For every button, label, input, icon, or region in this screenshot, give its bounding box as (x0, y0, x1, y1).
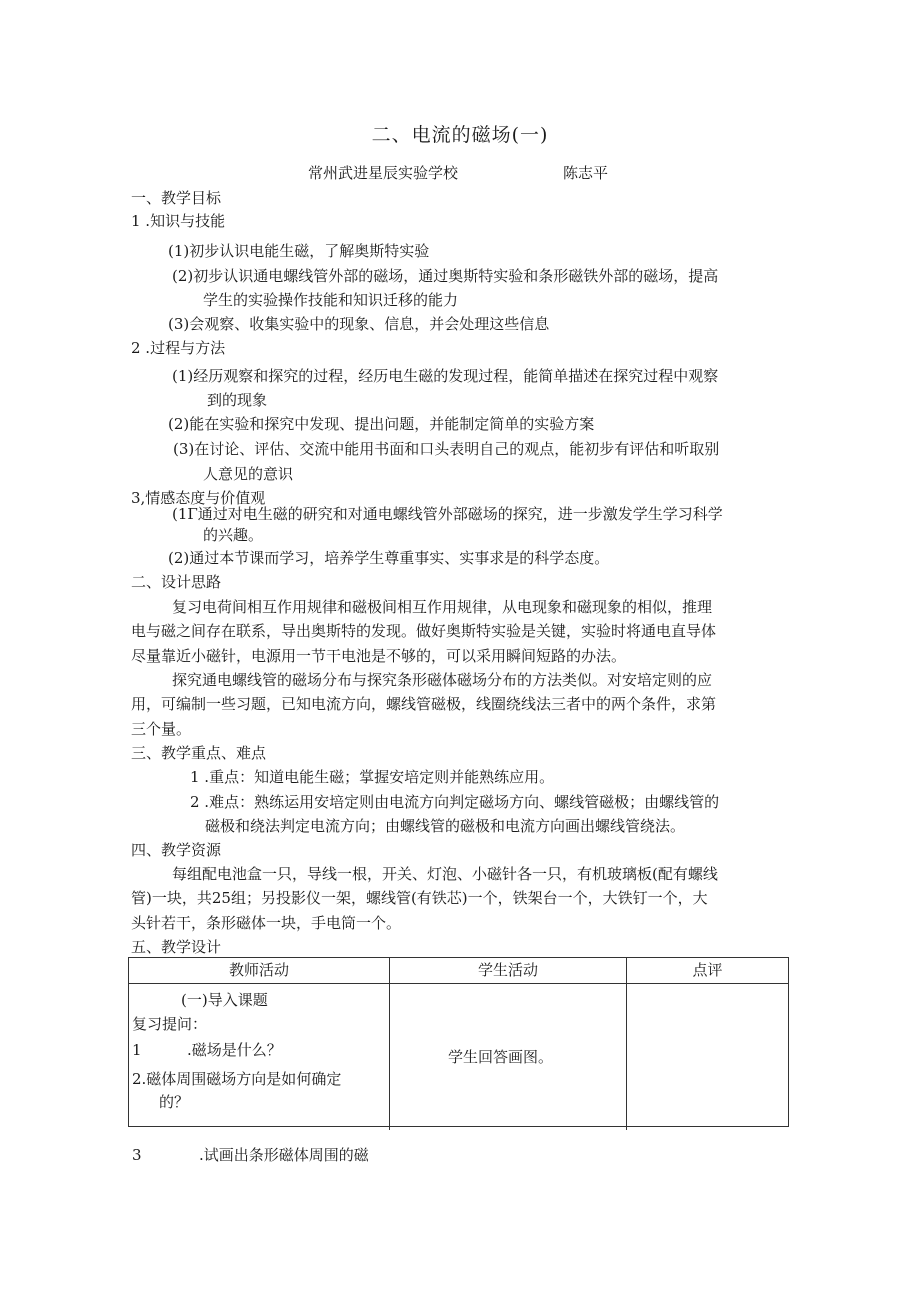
objective-text: (3)会观察、收集实验中的现象、信息，并会处理这些信息 (168, 315, 550, 333)
objective-text: (1)初步认识电能生磁，了解奥斯特实验 (168, 242, 430, 260)
objective-text: (2)初步认识通电螺线管外部的磁场，通过奥斯特实验和条形磁铁外部的磁场，提高 (172, 267, 719, 285)
paragraph-line: 三个量。 (131, 720, 192, 738)
paragraph-line: 复习电荷间相互作用规律和磁极间相互作用规律，从电现象和磁现象的相似，推理 (172, 598, 713, 616)
section-2-heading: 二、设计思路 (131, 573, 222, 591)
section-5-heading: 五、教学设计 (131, 938, 222, 956)
comment-cell (627, 984, 788, 1130)
student-answer: 学生回答画图。 (448, 1048, 554, 1066)
objective-text: 人意见的意识 (203, 465, 294, 483)
lesson-design-table (128, 957, 789, 1164)
question-text: 2.磁体周围磁场方向是如何确定 (132, 1070, 342, 1088)
objective-text: (3)在讨论、评估、交流中能用书面和口头表明自己的观点，能初步有评估和听取别 (173, 440, 720, 458)
school-name: 常州武进星辰实验学校 (308, 164, 459, 182)
review-label: 复习提问： (132, 1015, 208, 1033)
objective-text: (2)通过本节课而学习，培养学生尊重事实、实事求是的科学态度。 (168, 549, 610, 567)
key-point-text: 磁极和绕法判定电流方向；由螺线管的磁极和电流方向画出螺线管绕法。 (205, 817, 686, 835)
subsection-1-3-heading: 3,情感态度与价值观 (131, 489, 266, 507)
paragraph-line: 电与磁之间存在联系，导出奥斯特的发现。做好奥斯特实验是关键，实验时将通电直导体 (131, 622, 717, 640)
intro-heading: (一)导入课题 (181, 991, 268, 1009)
paragraph-line: 头针若干，条形磁体一块，手电筒一个。 (131, 914, 402, 932)
table-header-comment: 点评 (627, 958, 788, 984)
section-1-heading: 一、教学目标 (131, 189, 222, 207)
objective-text: (2)能在实验和探究中发现、提出问题，并能制定简单的实验方案 (168, 415, 595, 433)
objective-text: 的兴趣。 (203, 526, 264, 544)
question-number: 3 (132, 1146, 142, 1164)
question-text: 的？ (159, 1093, 190, 1111)
author-name: 陈志平 (563, 164, 609, 182)
paragraph-line: 管)一块，共25组；另投影仪一架，螺线管(有铁芯)一个，铁架台一个，大铁钉一个，大 (131, 889, 708, 907)
doc-title: 二、电流的磁场(一) (371, 124, 549, 146)
table-header-student: 学生活动 (390, 958, 627, 984)
subsection-1-1-heading: 1 .知识与技能 (131, 212, 226, 230)
paragraph-line: 每组配电池盒一只，导线一根，开关、灯泡、小磁针各一只，有机玻璃板(配有螺线 (172, 865, 718, 883)
table-header-teacher: 教师活动 (129, 958, 390, 984)
objective-text: 到的现象 (207, 391, 268, 409)
paragraph-line: 尽量靠近小磁针，电源用一节干电池是不够的，可以采用瞬间短路的办法。 (131, 647, 627, 665)
key-point-text: 1 .重点：知道电能生磁；掌握安培定则并能熟练应用。 (190, 768, 555, 786)
objective-text: (1Γ通过对电生磁的研究和对通电螺线管外部磁场的探究，进一步激发学生学习科学 (172, 505, 723, 523)
teacher-activity-cell (129, 984, 390, 1164)
paragraph-line: 探究通电螺线管的磁场分布与探究条形磁体磁场分布的方法类似。对安培定则的应 (172, 671, 713, 689)
key-point-text: 2 .难点：熟练运用安培定则由电流方向判定磁场方向、螺线管磁极；由螺线管的 (190, 793, 720, 811)
section-3-heading: 三、教学重点、难点 (131, 744, 267, 762)
objective-text: 学生的实验操作技能和知识迁移的能力 (203, 291, 459, 309)
paragraph-line: 用，可编制一些习题，已知电流方向，螺线管磁极，线圈绕线法三者中的两个条件，求第 (131, 695, 717, 713)
question-text: .试画出条形磁体周围的磁 (199, 1146, 369, 1164)
objective-text: (1)经历观察和探究的过程，经历电生磁的发现过程，能简单描述在探究过程中观察 (172, 367, 719, 385)
question-number: 1 (132, 1041, 142, 1059)
subsection-1-2-heading: 2 .过程与方法 (131, 339, 226, 357)
clipped-line (129, 1146, 429, 1164)
student-activity-cell (390, 984, 627, 1130)
section-4-heading: 四、教学资源 (131, 841, 222, 859)
question-text: .磁场是什么？ (187, 1041, 282, 1059)
